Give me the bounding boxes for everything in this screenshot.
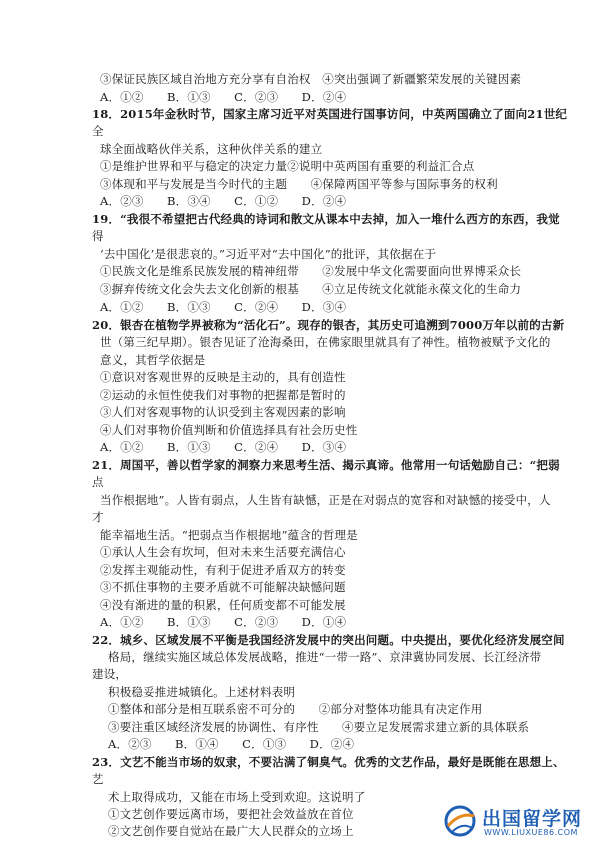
text-line: ③不抓住事物的主要矛盾就不可能解决缺憾问题 <box>100 580 346 594</box>
text-line: ④没有渐进的量的积累，任何质变都不可能发展 <box>100 598 346 612</box>
text-line: 艺 <box>92 772 104 786</box>
text-line: 全 <box>92 124 104 138</box>
text-line: 世（第三纪早期）。银杏见证了沧海桑田，在佛家眼里就具有了神性。植物被赋予文化的 <box>100 335 551 349</box>
text-line: ‘去中国化’是很悲哀的。”习近平对“去中国化”的批评，其依据在于 <box>100 247 437 261</box>
text-line: 才 <box>92 510 104 524</box>
text-line: ②发挥主观能动性，有利于促进矛盾双方的转变 <box>100 563 346 577</box>
question-20: 20．银杏在植物学界被称为“活化石”。现存的银杏，其历史可追溯到7000万年以前的古新 <box>92 318 565 332</box>
text-line: ③体现和平与发展是当今时代的主题 ④保障两国平等参与国际事务的权利 <box>100 177 498 191</box>
answer-options: A．②③ B．③④ C．①② D．②④ <box>100 194 347 208</box>
question-18: 18．2015年金秋时节，国家主席习近平对英国进行国事访问，中英两国确立了面向21世纪 <box>92 107 568 121</box>
watermark-title: 出国留学网 <box>482 808 583 830</box>
text-line: ①文艺创作要远离市场，要把社会效益放在首位 <box>108 807 354 821</box>
text-line: ③要注重区域经济发展的协调性、有序性 ④要立足发展需求建立新的具体联系 <box>108 720 530 734</box>
text-line: ②运动的永恒性使我们对事物的把握都是暂时的 <box>100 388 346 402</box>
text-line: ①是维护世界和平与稳定的决定力量②说明中英两国有重要的利益汇合点 <box>100 159 475 173</box>
text-line: 意义，其哲学依据是 <box>100 353 206 367</box>
text-line: ③摒弃传统文化会失去文化创新的根基 ④立足传统文化就能永葆文化的生命力 <box>100 282 522 296</box>
text-line: 得 <box>92 229 104 243</box>
question-23: 23．文艺不能当市场的奴隶，不要沾满了铜臭气。优秀的文艺作品，最好是既能在思想上、 <box>92 755 565 769</box>
answer-options: A．①② B．①③ C．②④ D．③④ <box>100 300 347 314</box>
question-19: 19．“我很不希望把古代经典的诗词和散文从课本中去掉，加入一堆什么西方的东西，我觉 <box>92 212 560 226</box>
watermark-url: WWW.LIUXUE86.COM <box>484 828 578 837</box>
text-line: 能幸福地生活。“把弱点当作根据地”蕴含的哲理是 <box>100 528 358 542</box>
answer-options: A．②③ B．①④ C．①③ D．②④ <box>108 737 355 751</box>
text-line: ④人们对事物价值判断和价值选择具有社会历史性 <box>100 423 358 437</box>
text-line: 建设， <box>92 667 128 681</box>
text-line: ①承认人生会有坎坷，但对未来生活要充满信心 <box>100 545 346 559</box>
text-line: ①意识对客观世界的反映是主动的，具有创造性 <box>100 370 346 384</box>
answer-options: A．①② B．①③ C．②④ D．③④ <box>100 440 347 454</box>
text-line: 格局，继续实施区域总体发展战略，推进“一带一路”、京津冀协同发展、长江经济带 <box>108 650 542 664</box>
text-line: ①整体和部分是相互联系密不可分的 ②部分对整体功能具有决定作用 <box>108 702 483 716</box>
text-line: 术上取得成功，又能在市场上受到欢迎。这说明了 <box>108 790 366 804</box>
globe-logo-icon <box>442 804 478 838</box>
text-line: 积极稳妥推进城镇化。上述材料表明 <box>108 685 296 699</box>
answer-options: A．①② B．①③ C．②③ D．②④ <box>100 90 347 104</box>
question-21: 21．周国平，善以哲学家的洞察力来思考生活、揭示真谛。他常用一句话勉励自己：“把弱 <box>92 458 560 472</box>
question-22: 22．城乡、区域发展不平衡是我国经济发展中的突出问题。中央提出，要优化经济发展空间 <box>92 633 565 647</box>
site-watermark <box>442 802 592 842</box>
text-line: ③保证民族区域自治地方充分享有自治权 ④突出强调了新疆繁荣发展的关键因素 <box>100 72 522 86</box>
answer-options: A．①② B．①③ C．②③ D．①④ <box>100 615 347 629</box>
text-line: ①民族文化是维系民族发展的精神纽带 ②发展中华文化需要面向世界博采众长 <box>100 264 522 278</box>
text-line: 球全面战略伙伴关系，这种伙伴关系的建立 <box>100 142 323 156</box>
text-line: 点 <box>92 475 104 489</box>
text-line: ③人们对客观事物的认识受到主客观因素的影响 <box>100 405 346 419</box>
text-line: 当作根据地”。人皆有弱点，人生皆有缺憾，正是在对弱点的宽容和对缺憾的接受中，人 <box>100 493 551 507</box>
text-line: ②文艺创作要自觉站在最广大人民群众的立场上 <box>108 824 354 838</box>
